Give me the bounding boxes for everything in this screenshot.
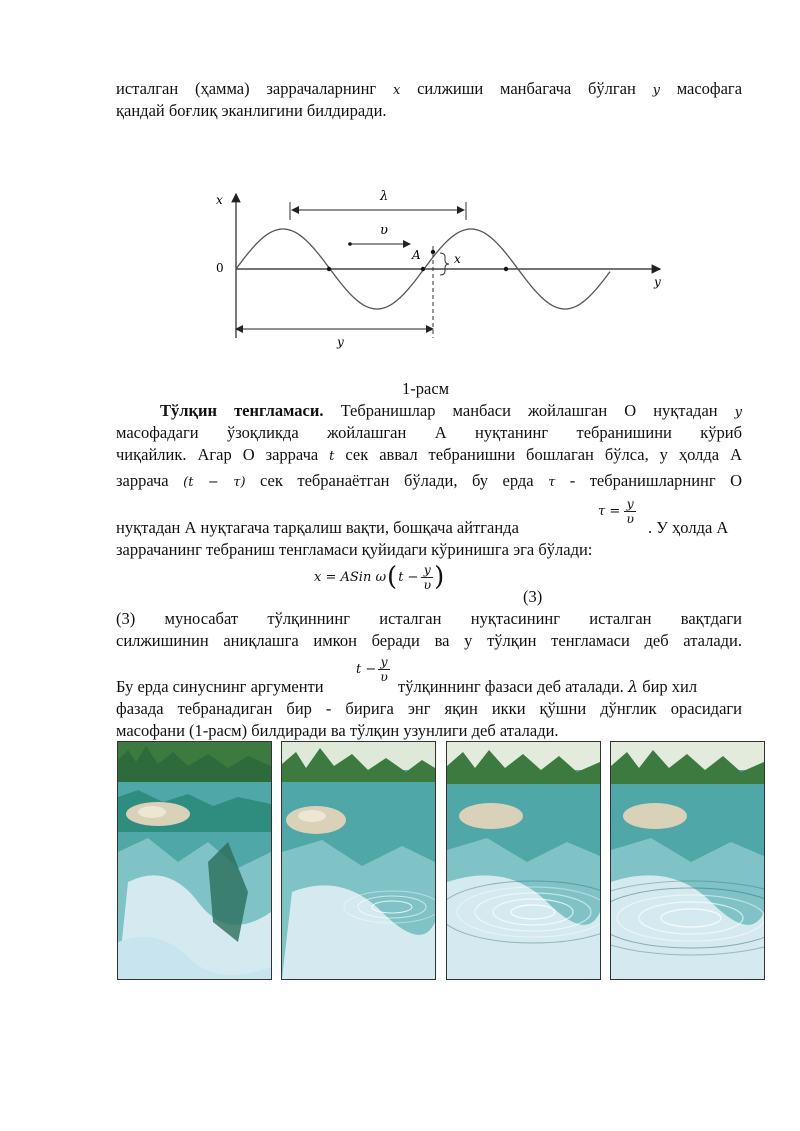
wave-equation bbox=[314, 560, 444, 594]
photo-lake-ripple-spread bbox=[446, 741, 601, 980]
paren-left: ( bbox=[387, 562, 398, 592]
section-line-5b: . У ҳолда А bbox=[648, 518, 729, 537]
argument-formula bbox=[356, 655, 390, 684]
section-text: ача bbox=[146, 471, 169, 490]
equation-t: t − bbox=[398, 569, 419, 585]
section-heading: Тўлқин тенгламаси. bbox=[160, 401, 324, 420]
equation-fraction bbox=[421, 563, 433, 592]
var-y: y bbox=[652, 83, 660, 98]
section-text: сек аввал тебранишни бошлаган бўлса, у ҳолда А bbox=[345, 445, 742, 464]
section-line-6: заррачанинг тебраниш тенгламаси қуйидаги кўринишга эга бўлади: bbox=[116, 540, 593, 559]
label-zero: 0 bbox=[216, 261, 224, 275]
label-displacement: x bbox=[454, 252, 461, 266]
var-tau: τ bbox=[548, 475, 556, 490]
argument-numerator: y bbox=[378, 655, 390, 670]
section-line-1 bbox=[116, 400, 742, 424]
section-line-2: масофадаги ўзоқликда жойлашган А нуқтанинг тебранишини кўриб bbox=[116, 423, 742, 442]
argument-fraction bbox=[378, 655, 390, 684]
tau-numerator: y bbox=[624, 497, 636, 512]
figure-caption: 1-расм bbox=[402, 379, 450, 398]
section-text: тўлқиннинг фазаси деб аталади. bbox=[398, 677, 624, 696]
argument-denominator: υ bbox=[380, 669, 388, 684]
var-t: t bbox=[329, 449, 335, 464]
argument-t: t − bbox=[356, 662, 377, 677]
var-y: y bbox=[734, 405, 743, 420]
label-y-axis: y bbox=[654, 275, 661, 289]
section-text: бу ерда bbox=[472, 471, 534, 490]
section-line-8: силжишинин аниқлашга имкон беради ва у тўлқин тенгламаси деб аталади. bbox=[116, 631, 742, 650]
intro-text-c: масофага bbox=[676, 79, 743, 98]
section-line-3 bbox=[116, 444, 742, 468]
section-text: ча bbox=[302, 445, 319, 464]
section-line-5a: нуқтадан А нуқтагача тарқалиш вақти, бошқача айтганда bbox=[116, 518, 519, 537]
section-line-4 bbox=[116, 470, 742, 494]
section-line-9a: Бу ерда синуснинг аргументи bbox=[116, 677, 324, 696]
photo-lake-ripple-start bbox=[281, 741, 436, 980]
tau-lhs: τ = bbox=[598, 504, 621, 519]
equation-numerator: y bbox=[421, 563, 433, 578]
intro-line-2: қандай боғлиқ эканлигини билдиради. bbox=[116, 101, 387, 120]
label-x-axis: x bbox=[216, 193, 223, 207]
section-text: сек тебранаётган бўлади, bbox=[260, 471, 458, 490]
tau-formula bbox=[598, 497, 636, 526]
intro-line-1 bbox=[116, 78, 742, 102]
equation-denominator: υ bbox=[423, 576, 432, 592]
paren-right: ) bbox=[434, 562, 445, 592]
intro-text-a: исталган (ҳамма) заррачаларнинг bbox=[116, 79, 377, 98]
label-lambda: λ bbox=[380, 189, 389, 204]
section-text: - тебранишларнинг О bbox=[569, 471, 743, 490]
label-distance-y: y bbox=[337, 335, 344, 349]
node-dot bbox=[421, 267, 425, 271]
section-line-11: масофани (1-расм) билдиради ва тўлқин узунлиги деб аталади. bbox=[116, 721, 559, 740]
section-text: Тебранишлар манбаси жойлашган О нуқтадан bbox=[340, 401, 718, 420]
node-dot bbox=[504, 267, 508, 271]
section-text: бир хил bbox=[642, 677, 698, 696]
var-x: x bbox=[392, 83, 401, 98]
label-velocity: υ bbox=[380, 223, 388, 238]
section-line-7: (3) муносабат тўлқиннинг исталган нуқтасининг исталган вақтдаги bbox=[116, 609, 742, 628]
photo-lake-ripple-wide bbox=[610, 741, 765, 980]
section-line-9b bbox=[398, 676, 697, 698]
section-text: зарр bbox=[116, 471, 147, 490]
equation-lhs: x = ASin ω bbox=[314, 569, 387, 585]
var-lambda: λ bbox=[627, 677, 639, 696]
tau-fraction bbox=[624, 497, 636, 526]
wave-figure bbox=[200, 180, 680, 360]
label-point-a: A bbox=[412, 248, 421, 262]
equation-number: (3) bbox=[523, 587, 543, 606]
intro-text-b: силжиши манбагача бўлган bbox=[417, 79, 636, 98]
section-text: чиқайлик. Агар О зарра bbox=[116, 445, 303, 464]
node-dot bbox=[327, 267, 331, 271]
var-t-minus-tau: (t − τ) bbox=[183, 475, 246, 490]
section-line-10: фазада тебранадиган бир - бирига энг яқин икки қўшни дўнглик орасидаги bbox=[116, 699, 742, 718]
displacement-brace bbox=[440, 253, 449, 275]
tau-denominator: υ bbox=[626, 511, 634, 526]
photo-lake-still bbox=[117, 741, 272, 980]
